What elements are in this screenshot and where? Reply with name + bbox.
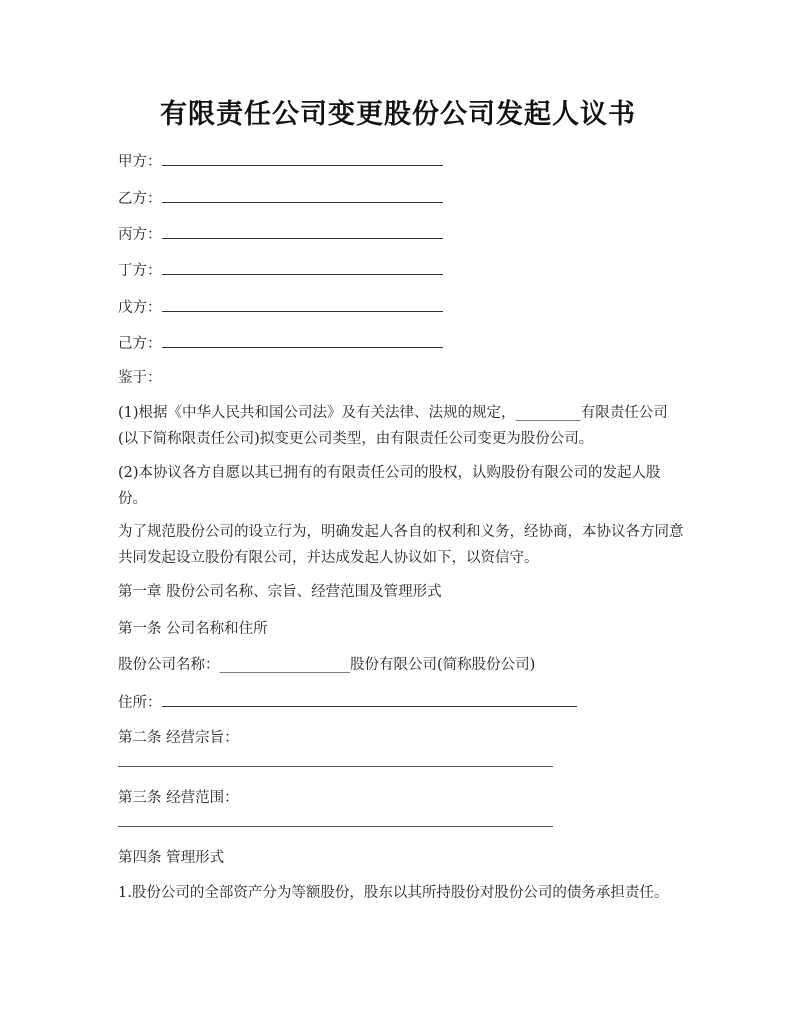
article-heading: 第三条 经营范围：	[118, 790, 239, 806]
company-name-suffix: 股份有限公司(简称股份公司)	[350, 657, 536, 673]
party-label: 丙方：	[118, 227, 162, 243]
whereas-clause-1	[118, 400, 686, 452]
company-blank: _________	[515, 405, 581, 421]
party-label: 己方：	[118, 336, 162, 352]
article-heading: 第一条 公司名称和住所	[118, 621, 268, 637]
company-name-label: 股份公司名称：	[118, 657, 220, 673]
management-item-1: 1.股份公司的全部资产分为等额股份，股东以其所持股份对股份公司的债务承担责任。	[118, 885, 669, 901]
party-label: 乙方：	[118, 191, 162, 207]
purpose-fill-line[interactable]	[118, 766, 553, 767]
party-jia	[118, 151, 443, 171]
party-ding	[118, 260, 443, 280]
party-label: 甲方：	[118, 154, 162, 170]
address-label: 住所：	[118, 695, 162, 711]
intro-paragraph: 为了规范股份公司的设立行为，明确发起人各自的权利和义务，经协商，本协议各方同意共同发起设立股份有限公司，并达成发起人协议如下，以资信守。	[118, 524, 684, 566]
address-field[interactable]	[162, 692, 577, 707]
party-name-field[interactable]	[162, 151, 443, 166]
chapter-heading: 第一章 股份公司名称、宗旨、经营范围及管理形式	[118, 584, 442, 600]
company-name-blank[interactable]: __________________	[219, 657, 350, 673]
party-bing	[118, 224, 443, 244]
party-name-field[interactable]	[162, 260, 443, 275]
article-heading: 第四条 管理形式	[118, 850, 225, 866]
whereas-label: 鉴于：	[118, 370, 162, 386]
party-ji	[118, 333, 443, 353]
scope-fill-line[interactable]	[118, 826, 553, 827]
article-heading: 第二条 经营宗旨：	[118, 730, 239, 746]
clause-text: 有限责任公司(以下简称限责任公司)拟变更公司类型，由有限责任公司变更为股份公司。	[118, 405, 668, 447]
address-line	[118, 692, 577, 712]
party-yi	[118, 188, 443, 208]
party-label: 戊方：	[118, 300, 162, 316]
party-name-field[interactable]	[162, 224, 443, 239]
clause-text: (1)根据《中华人民共和国公司法》及有关法律、法规的规定，	[118, 405, 516, 421]
company-name-line	[118, 656, 535, 674]
whereas-clause-2: (2)本协议各方自愿以其已拥有的有限责任公司的股权，认购股份有限公司的发起人股份。	[118, 465, 661, 507]
party-name-field[interactable]	[162, 297, 443, 312]
party-name-field[interactable]	[162, 333, 443, 348]
party-label: 丁方：	[118, 263, 162, 279]
document-title: 有限责任公司变更股份公司发起人议书	[160, 99, 636, 130]
party-wu	[118, 297, 443, 317]
party-name-field[interactable]	[162, 188, 443, 203]
